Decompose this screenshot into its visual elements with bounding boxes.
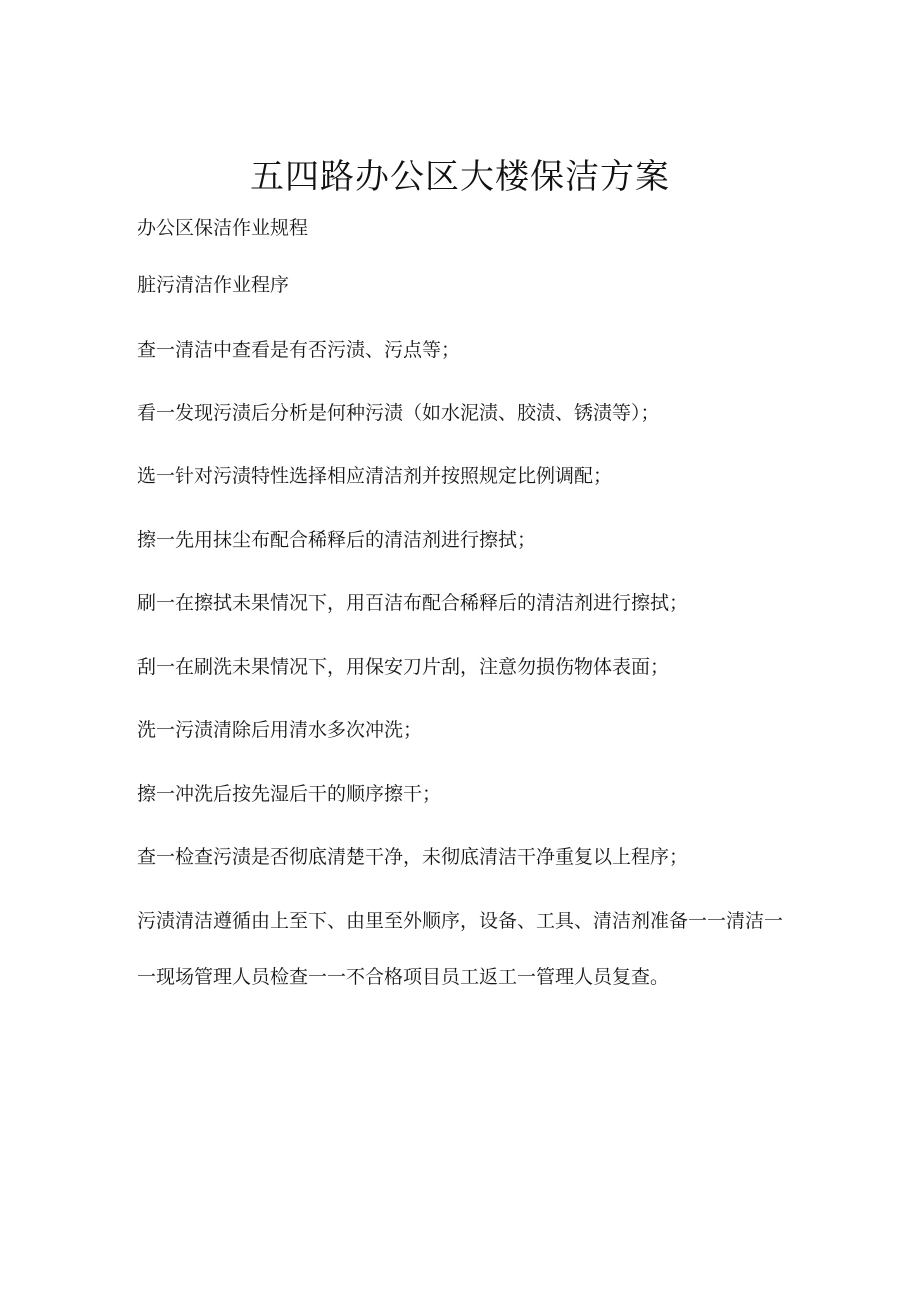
step-item: 刷一在擦拭未果情况下，用百洁布配合稀释后的清洁剂进行擦拭；: [137, 592, 689, 614]
step-item: 查一清洁中查看是有否污渍、污点等；: [137, 339, 461, 361]
section-heading: 脏污清洁作业程序: [137, 274, 290, 296]
step-item: 选一针对污渍特性选择相应清洁剂并按照规定比例调配；: [137, 465, 613, 487]
summary-paragraph: 污渍清洁遵循由上至下、由里至外顺序，设备、工具、清洁剂准备一一清洁一一现场管理人员检查一一不合格项目员工返工一管理人员复查。: [137, 910, 784, 988]
step-item: 查一检查污渍是否彻底清楚干净，未彻底清洁干净重复以上程序；: [137, 846, 689, 868]
document-subtitle: 办公区保洁作业规程: [137, 217, 309, 239]
step-item: 看一发现污渍后分析是何种污渍（如水泥渍、胶渍、锈渍等）；: [137, 402, 660, 424]
step-item: 洗一污渍清除后用清水多次冲洗；: [137, 719, 423, 741]
step-item: 擦一先用抹尘布配合稀释后的清洁剂进行擦拭；: [137, 529, 537, 551]
step-item: 擦一冲洗后按先湿后干的顺序擦干；: [137, 783, 442, 805]
step-item: 刮一在刷洗未果情况下，用保安刀片刮，注意勿损伤物体表面；: [137, 656, 670, 678]
document-title: 五四路办公区大楼保洁方案: [250, 157, 670, 197]
